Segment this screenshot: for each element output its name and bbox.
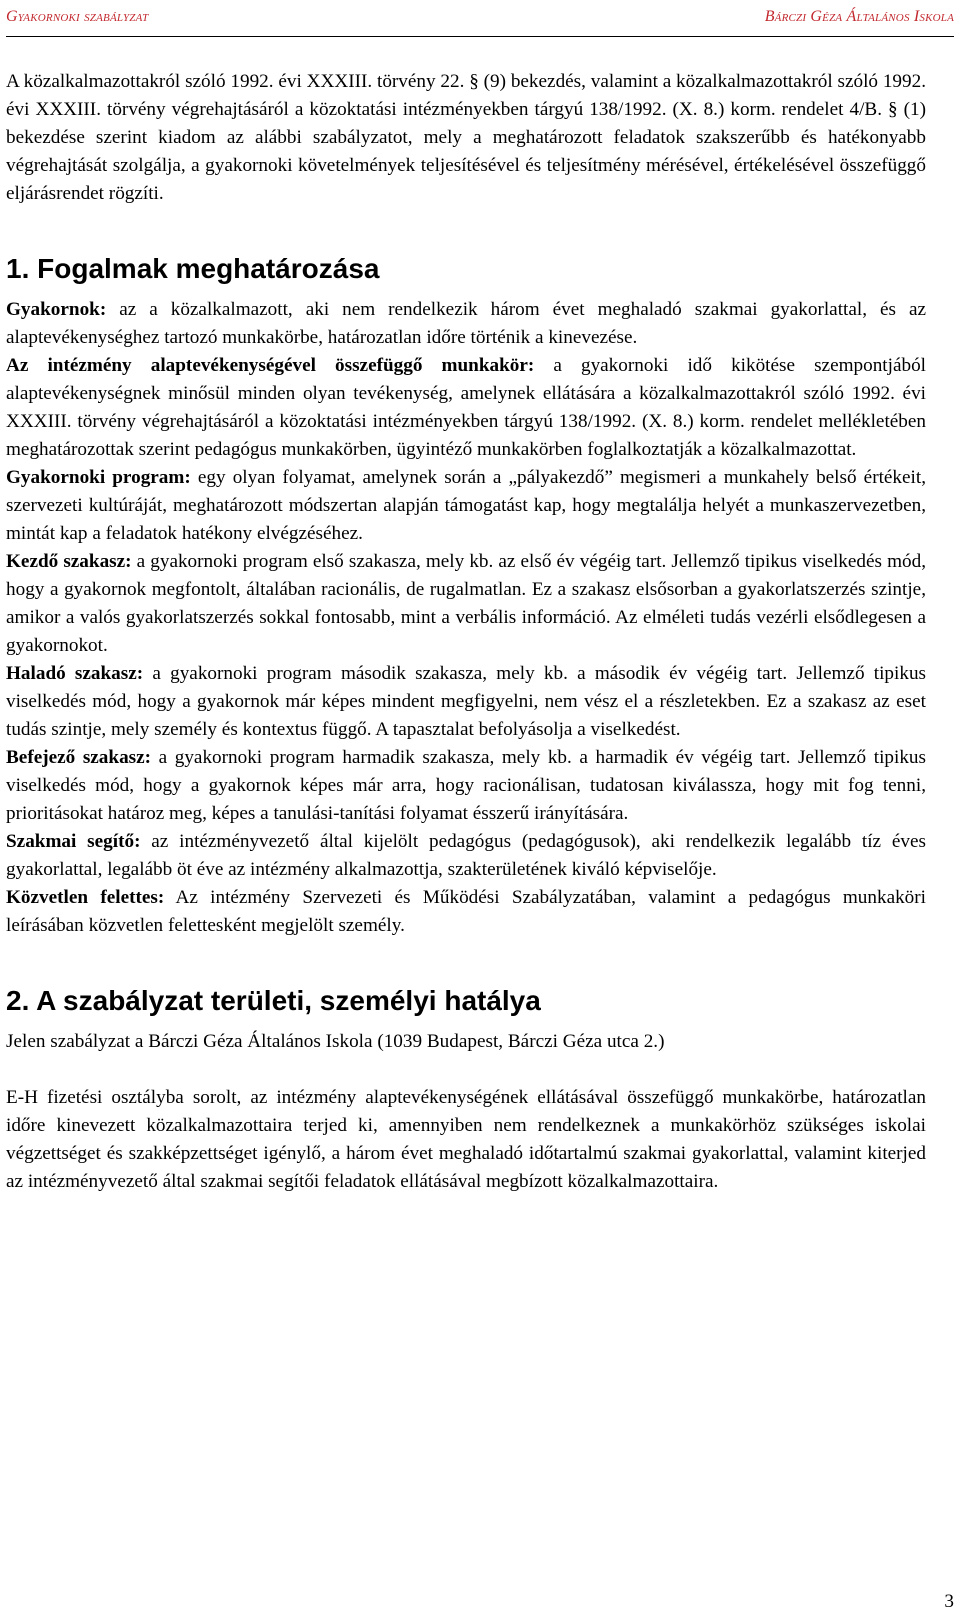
definition-gyakornok (6, 296, 926, 352)
header-divider (6, 36, 954, 37)
definition-alaptevekenyseg (6, 352, 926, 464)
definition-text: a gyakornoki program harmadik szakasza, mely kb. a harmadik év végéig tart. Jellemző tipikus viselkedés mód, hogy a gyakornok képes már arra, hogy racionálisan, tudatosan kiválassza, hogy mit fog tenni, prioritásokat határoz meg, képes a tanulási-tanítási folyamat ésszerű irányítására. (6, 747, 926, 824)
definition-text: a gyakornoki idő kikötése szempontjából alaptevékenységnek minősül minden olyan tevékenység, amelynek ellátására a közalkalmazottakról szóló 1992. évi XXXIII. törvény végrehajtásáról a közoktatási intézményekben tárgyú 138/1992. (X. 8.) korm. rendelet mellékletében meghatározottak szerint pedagógus munkakörben, ügyintéző munkakörben foglalkoztatják a közalkalmazottat. (6, 355, 926, 460)
definition-halado-szakasz (6, 660, 926, 744)
definition-term: Szakmai segítő: (6, 831, 141, 852)
section-1-heading: 1. Fogalmak meghatározása (6, 253, 380, 284)
definition-gyakornoki-program (6, 464, 926, 548)
definition-text: egy olyan folyamat, amelynek során a „pályakezdő” megismeri a munkahely belső értékeit, szervezeti kultúráját, meghatározott módszertan alapján támogatást kap, hogy megtalálja helyét a munkaszervezetben, mintát kap a feladatok hatékony elvégzéséhez. (6, 467, 926, 544)
definition-kezdo-szakasz (6, 548, 926, 660)
definition-text: az intézményvezető által kijelölt pedagógus (pedagógusok), aki rendelkezik legalább tíz éves gyakorlattal, legalább öt éve az intézmény alkalmazottja, szakterületének kiváló képviselője. (6, 831, 926, 880)
definition-befejezo-szakasz (6, 744, 926, 828)
page-number: 3 (944, 1591, 954, 1612)
definition-term: Gyakornoki program: (6, 467, 191, 488)
definition-text: az a közalkalmazott, aki nem rendelkezik három évet meghaladó szakmai gyakorlattal, és az alaptevékenységhez tartozó munkakörbe, határozatlan időre történik a kinevezése. (6, 299, 926, 348)
section-2-heading: 2. A szabályzat területi, személyi hatálya (6, 985, 541, 1016)
intro-paragraph: A közalkalmazottakról szóló 1992. évi XXXIII. törvény 22. § (9) bekezdés, valamint a közalkalmazottakról szóló 1992. évi XXXIII. törvény végrehajtásáról a közoktatási intézményekben tárgyú 138/1992. (X. 8.) korm. rendelet 4/B. § (1) bekezdése szerint kiadom az alábbi szabályzatot, mely a meghatározott feladatok szakszerűbb és hatékonyabb végrehajtását szolgálja, a gyakornoki követelmények teljesítésével és teljesítmény mérésével, értékelésével összefüggő eljárásrendet rögzíti. (6, 71, 926, 204)
header-school-name: Bárczi Géza Általános Iskola (764, 8, 954, 25)
definition-term: Haladó szakasz: (6, 663, 144, 684)
definition-term: Befejező szakasz: (6, 747, 152, 768)
document-body (6, 68, 926, 1196)
paragraph-spacer (6, 1056, 926, 1084)
definition-term: Kezdő szakasz: (6, 551, 132, 572)
definition-text: a gyakornoki program második szakasza, mely kb. a második év végéig tart. Jellemző tipikus viselkedés mód, hogy a gyakornok már képes mindent megfigyelni, nem vész el a részletekben. Ez a szakasz az eset tudás szintje, mely személy és kontextus függő. A tapasztalat befolyásolja a viselkedést. (6, 663, 926, 740)
section-2-paragraph-1: Jelen szabályzat a Bárczi Géza Általános Iskola (1039 Budapest, Bárczi Géza utca 2.) (6, 1031, 665, 1052)
definition-term: Gyakornok: (6, 299, 107, 320)
definition-kozvetlen-felettes (6, 884, 926, 940)
definition-text: Az intézmény Szervezeti és Működési Szabályzatában, valamint a pedagógus munkaköri leírásában közvetlen felettesként megjelölt személy. (6, 887, 926, 936)
definition-term: Közvetlen felettes: (6, 887, 165, 908)
section-2-paragraph-2: E-H fizetési osztályba sorolt, az intézmény alaptevékenységének ellátásával összefüggő munkakörbe, határozatlan időre kinevezett közalkalmazottaira terjed ki, amennyiben nem rendelkeznek a munkakörhöz szükséges iskolai végzettséget és szakképzettséget igénylő, a három évet meghaladó időtartalmú szakmai gyakorlattal, valamint kiterjed az intézményvezető által szakmai segítői feladatok ellátásával megbízott közalkalmazottaira. (6, 1087, 926, 1192)
definition-text: a gyakornoki program első szakasza, mely kb. az első év végéig tart. Jellemző tipikus viselkedés mód, hogy a gyakornok megfontolt, általában racionális, de rugalmatlan. Ez a szakasz elsősorban a gyakorlatszerzés szintje, amikor a valós gyakorlatszerzés sokkal fontosabb, mint a verbális információ. Az elméleti tudás vezérli elsődlegesen a gyakornokot. (6, 551, 926, 656)
definitions-list (6, 296, 926, 940)
definition-szakmai-segito (6, 828, 926, 884)
definition-term: Az intézmény alaptevékenységével összefüggő munkakör: (6, 355, 535, 376)
header-document-title: Gyakornoki szabályzat (6, 8, 149, 25)
page-header (6, 8, 954, 32)
